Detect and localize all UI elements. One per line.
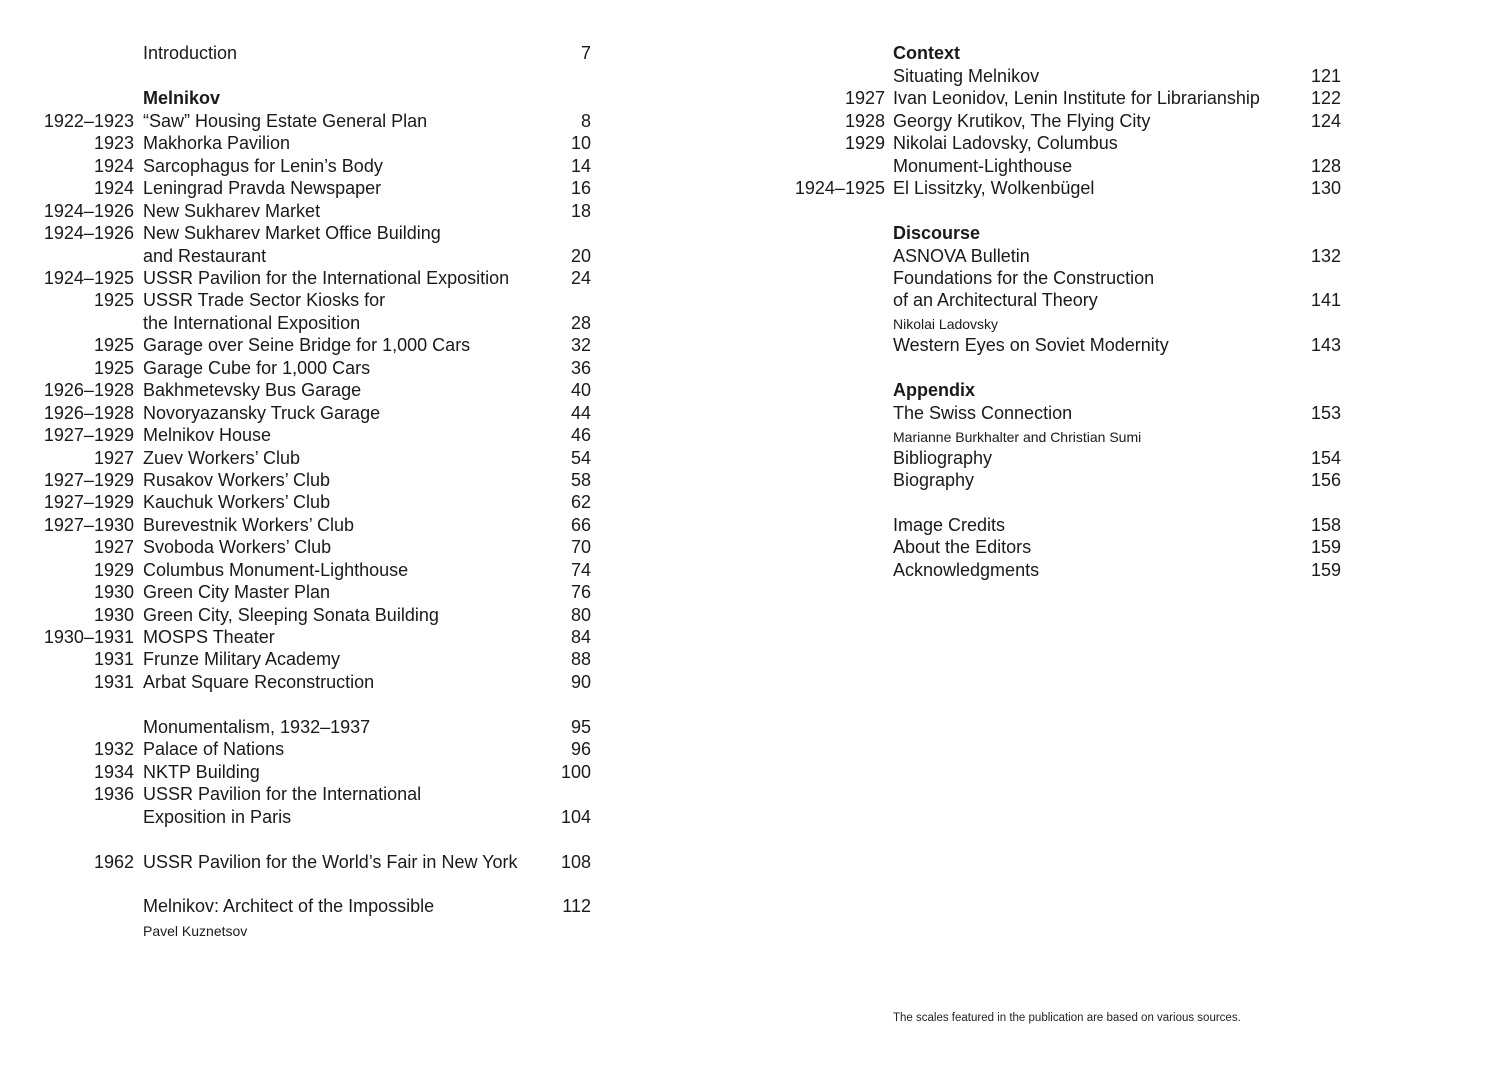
toc-page-number: 8 [580,111,591,131]
toc-year: 1927 [844,88,885,108]
toc-title: Sarcophagus for Lenin’s Body [143,156,383,176]
toc-title: “Saw” Housing Estate General Plan [143,111,428,131]
toc-page-number: 112 [562,896,591,916]
toc-page-number: 88 [570,649,591,669]
toc-title: Biography [893,470,975,490]
toc-year: 1924–1926 [43,223,134,243]
toc-page-number: 40 [570,380,591,400]
toc-title: Georgy Krutikov, The Flying City [893,111,1151,131]
toc-page-number: 108 [560,852,591,872]
toc-page-number: 32 [570,335,591,355]
toc-year: 1925 [93,335,134,355]
toc-page-number: 90 [570,672,591,692]
toc-title: the International Exposition [143,313,361,333]
toc-page-number: 36 [570,358,591,378]
toc-title: USSR Pavilion for the International Exposition [143,268,510,288]
toc-title: Image Credits [893,515,1006,535]
toc-year: 1926–1928 [43,380,134,400]
toc-title: Arbat Square Reconstruction [143,672,375,692]
toc-year: 1924 [93,156,134,176]
toc-page-number: 14 [570,156,591,176]
toc-year: 1924–1925 [43,268,134,288]
toc-title: Nikolai Ladovsky [893,316,999,332]
toc-page-number: 132 [1310,246,1341,266]
toc-year: 1928 [844,111,885,131]
toc-year: 1924–1925 [794,178,885,198]
toc-year: 1931 [93,672,134,692]
toc-page-number: 156 [1310,470,1341,490]
toc-title: Ivan Leonidov, Lenin Institute for Librarianship [893,88,1260,108]
toc-title: NKTP Building [143,762,260,782]
toc-year: 1927–1929 [43,492,134,512]
toc-year: 1926–1928 [43,403,134,423]
toc-page-number: 46 [570,425,591,445]
toc-title: Situating Melnikov [893,66,1040,86]
toc-page-number: 18 [570,201,591,221]
toc-title: Monumentalism, 1932–1937 [143,717,371,737]
toc-year: 1930 [93,605,134,625]
toc-year: 1930–1931 [43,627,134,647]
toc-year: 1924 [93,178,134,198]
toc-title: Makhorka Pavilion [143,133,291,153]
toc-page-number: 20 [570,246,591,266]
toc-year: 1927 [93,537,134,557]
toc-page-number: 122 [1310,88,1341,108]
toc-page-number: 95 [570,717,591,737]
toc-page-number: 153 [1310,403,1341,423]
toc-page-number: 159 [1310,560,1341,580]
toc-page-number: 54 [570,448,591,468]
toc-year: 1927–1929 [43,425,134,445]
toc-title: Green City, Sleeping Sonata Building [143,605,439,625]
toc-title: Novoryazansky Truck Garage [143,403,381,423]
toc-year: 1927–1929 [43,470,134,490]
toc-title: Monument-Lighthouse [893,156,1073,176]
toc-year: 1927 [93,448,134,468]
toc-page-number: 158 [1310,515,1341,535]
toc-page-number: 66 [570,515,591,535]
toc-title: Melnikov House [143,425,272,445]
toc-year: 1925 [93,290,134,310]
toc-title: Acknowledgments [893,560,1040,580]
toc-title: Frunze Military Academy [143,649,341,669]
toc-title: ASNOVA Bulletin [893,246,1030,266]
toc-page-number: 76 [570,582,591,602]
toc-year: 1931 [93,649,134,669]
toc-page-number: 58 [570,470,591,490]
toc-title: Garage over Seine Bridge for 1,000 Cars [143,335,471,355]
toc-title: Bibliography [893,448,993,468]
toc-title: Appendix [893,380,976,400]
toc-title: Palace of Nations [143,739,285,759]
toc-title: Leningrad Pravda Newspaper [143,178,382,198]
toc-title: El Lissitzky, Wolkenbügel [893,178,1095,198]
toc-page-number: 74 [570,560,591,580]
toc-title: Western Eyes on Soviet Modernity [893,335,1169,355]
toc-title: Burevestnik Workers’ Club [143,515,355,535]
toc-page-number: 96 [570,739,591,759]
toc-title: USSR Pavilion for the World’s Fair in New York [143,852,518,872]
toc-title: Garage Cube for 1,000 Cars [143,358,371,378]
toc-page-number: 154 [1310,448,1341,468]
toc-title: About the Editors [893,537,1032,557]
toc-page-number: 10 [570,133,591,153]
toc-page-number: 159 [1310,537,1341,557]
toc-page-number: 124 [1310,111,1341,131]
toc-page-number: 62 [570,492,591,512]
toc-title: Foundations for the Construction [893,268,1155,288]
toc-title: New Sukharev Market Office Building [143,223,441,243]
toc-title: Pavel Kuznetsov [143,923,248,939]
toc-title: Context [893,43,960,63]
toc-year: 1924–1926 [43,201,134,221]
toc-year: 1923 [93,133,134,153]
toc-page-number: 104 [560,807,591,827]
toc-title: Rusakov Workers’ Club [143,470,331,490]
toc-year: 1927–1930 [43,515,134,535]
toc-year: 1932 [93,739,134,759]
toc-year: 1929 [93,560,134,580]
toc-page-number: 28 [570,313,591,333]
toc-year: 1922–1923 [43,111,134,131]
toc-page-number: 130 [1310,178,1341,198]
toc-page-number: 7 [580,43,591,63]
toc-year: 1962 [93,852,134,872]
toc-page-number: 44 [570,403,591,423]
toc-title: USSR Pavilion for the International [143,784,422,804]
toc-year: 1934 [93,762,134,782]
toc-title: and Restaurant [143,246,267,266]
toc-page-number: 100 [560,762,591,782]
toc-page-number: 121 [1310,66,1341,86]
toc-title: Green City Master Plan [143,582,331,602]
toc-title: Kauchuk Workers’ Club [143,492,331,512]
toc-title: Nikolai Ladovsky, Columbus [893,133,1118,153]
toc-title: Discourse [893,223,981,243]
toc-page-number: 16 [570,178,591,198]
toc-page-number: 143 [1310,335,1341,355]
toc-page-number: 128 [1310,156,1341,176]
toc-title: Melnikov: Architect of the Impossible [143,896,435,916]
toc-title: Columbus Monument-Lighthouse [143,560,409,580]
toc-title: Introduction [143,43,238,63]
toc-page-number: 24 [570,268,591,288]
toc-title: MOSPS Theater [143,627,275,647]
toc-year: 1930 [93,582,134,602]
toc-title: Zuev Workers’ Club [143,448,301,468]
footnote: The scales featured in the publication are based on various sources. [893,1012,1241,1024]
toc-year: 1929 [844,133,885,153]
toc-page-number: 84 [570,627,591,647]
toc-page-number: 70 [570,537,591,557]
toc-year: 1925 [93,358,134,378]
toc-title: of an Architectural Theory [893,290,1098,310]
toc-title: Melnikov [143,88,221,108]
toc-title: Bakhmetevsky Bus Garage [143,380,362,400]
toc-title: USSR Trade Sector Kiosks for [143,290,386,310]
toc-title: New Sukharev Market [143,201,321,221]
toc-title: Exposition in Paris [143,807,292,827]
toc-page-number: 80 [570,605,591,625]
toc-title: The Swiss Connection [893,403,1073,423]
toc-page-number: 141 [1310,290,1341,310]
toc-year: 1936 [93,784,134,804]
toc-title: Marianne Burkhalter and Christian Sumi [893,429,1142,445]
toc-title: Svoboda Workers’ Club [143,537,332,557]
